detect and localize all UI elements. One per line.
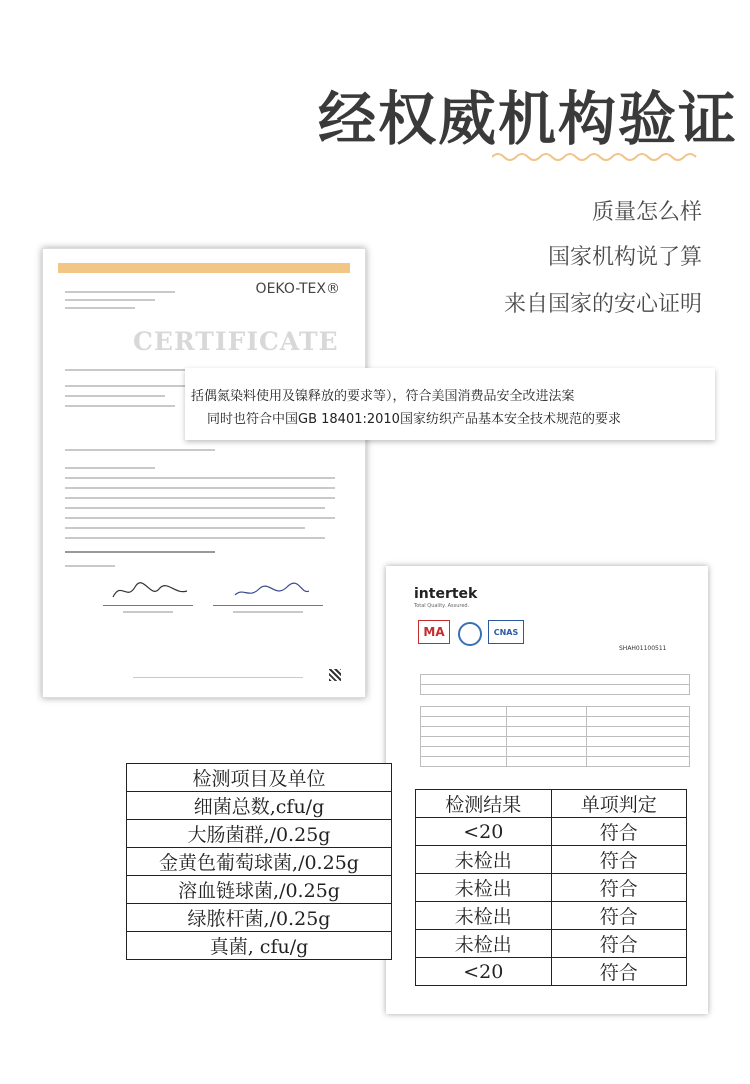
ilac-mra-icon (458, 622, 482, 646)
result-cell: 未检出 (416, 846, 552, 874)
result-cell: <20 (416, 958, 552, 986)
item-row: 真菌, cfu/g (127, 932, 392, 960)
intertek-logo: intertek (414, 586, 478, 602)
rule (586, 706, 587, 766)
rule (420, 726, 690, 727)
rule (420, 684, 690, 685)
item-row: 大肠菌群,/0.25g (127, 820, 392, 848)
signature-line (213, 605, 323, 606)
tagline-3: 来自国家的安心证明 (503, 292, 702, 317)
footer-line (133, 677, 303, 678)
text-line (65, 291, 175, 293)
item-row: 细菌总数,cfu/g (127, 792, 392, 820)
strip-line-2: 同时也符合中国GB 18401:2010国家纺织产品基本安全技术规范的要求 (207, 412, 621, 427)
judgement-cell: 符合 (551, 818, 687, 846)
text-line (65, 385, 185, 387)
text-line (65, 467, 155, 469)
text-line (65, 477, 335, 479)
cma-stamp: MA (418, 620, 450, 644)
zoomed-text-strip (185, 368, 715, 440)
judgement-cell: 符合 (551, 902, 687, 930)
rule (420, 706, 690, 707)
text-line (65, 527, 305, 529)
text-line (65, 487, 335, 489)
certificate-word: CERTIFICATE (133, 327, 339, 356)
qr-code (329, 669, 341, 681)
text-line (65, 449, 215, 451)
text-line (65, 497, 335, 499)
item-row: 金黄色葡萄球菌,/0.25g (127, 848, 392, 876)
item-row: 溶血链球菌,/0.25g (127, 876, 392, 904)
result-cell: 未检出 (416, 930, 552, 958)
signature-left (111, 579, 191, 603)
judgement-header: 单项判定 (551, 790, 687, 818)
oeko-tex-logo: OEKO-TEX® (255, 281, 340, 297)
judgement-cell: 符合 (551, 930, 687, 958)
rule (420, 716, 690, 717)
report-number: SHAH01100511 (619, 645, 667, 652)
item-row: 绿脓杆菌,/0.25g (127, 904, 392, 932)
result-cell: <20 (416, 818, 552, 846)
text-line (65, 299, 155, 301)
text-line (65, 405, 175, 407)
tagline-1: 质量怎么样 (591, 200, 702, 225)
test-items-table (126, 763, 392, 960)
certificate-top-bar (58, 263, 350, 273)
rule (420, 674, 690, 675)
cnas-stamp: CNAS (488, 620, 524, 644)
text-line (65, 369, 205, 371)
items-header: 检测项目及单位 (127, 764, 392, 792)
text-line (233, 611, 303, 613)
results-header: 检测结果 (416, 790, 552, 818)
text-line (65, 395, 165, 397)
oeko-tex-certificate (42, 248, 366, 698)
rule (420, 706, 421, 766)
signature-right (231, 581, 311, 603)
rule (420, 736, 690, 737)
test-results-table (415, 789, 687, 986)
result-cell: 未检出 (416, 874, 552, 902)
page-heading: 经权威机构验证 (318, 85, 739, 153)
rule (689, 674, 690, 694)
rule (420, 746, 690, 747)
rule (420, 694, 690, 695)
rule (506, 706, 507, 766)
text-line (65, 551, 215, 553)
text-line (65, 537, 325, 539)
rule (420, 756, 690, 757)
judgement-cell: 符合 (551, 846, 687, 874)
tagline-2: 国家机构说了算 (547, 245, 702, 270)
rule (689, 706, 690, 766)
signature-line (103, 605, 193, 606)
intertek-tagline: Total Quality. Assured. (414, 603, 470, 609)
judgement-cell: 符合 (551, 958, 687, 986)
strip-line-1: 括偶氮染料使用及镍释放的要求等），符合美国消费品安全改进法案 (191, 389, 575, 404)
result-cell: 未检出 (416, 902, 552, 930)
text-line (65, 565, 115, 567)
text-line (65, 307, 135, 309)
text-line (123, 611, 173, 613)
text-line (65, 507, 325, 509)
text-line (65, 517, 335, 519)
rule (420, 766, 690, 767)
rule (420, 674, 421, 694)
wave-divider (492, 150, 700, 164)
judgement-cell: 符合 (551, 874, 687, 902)
